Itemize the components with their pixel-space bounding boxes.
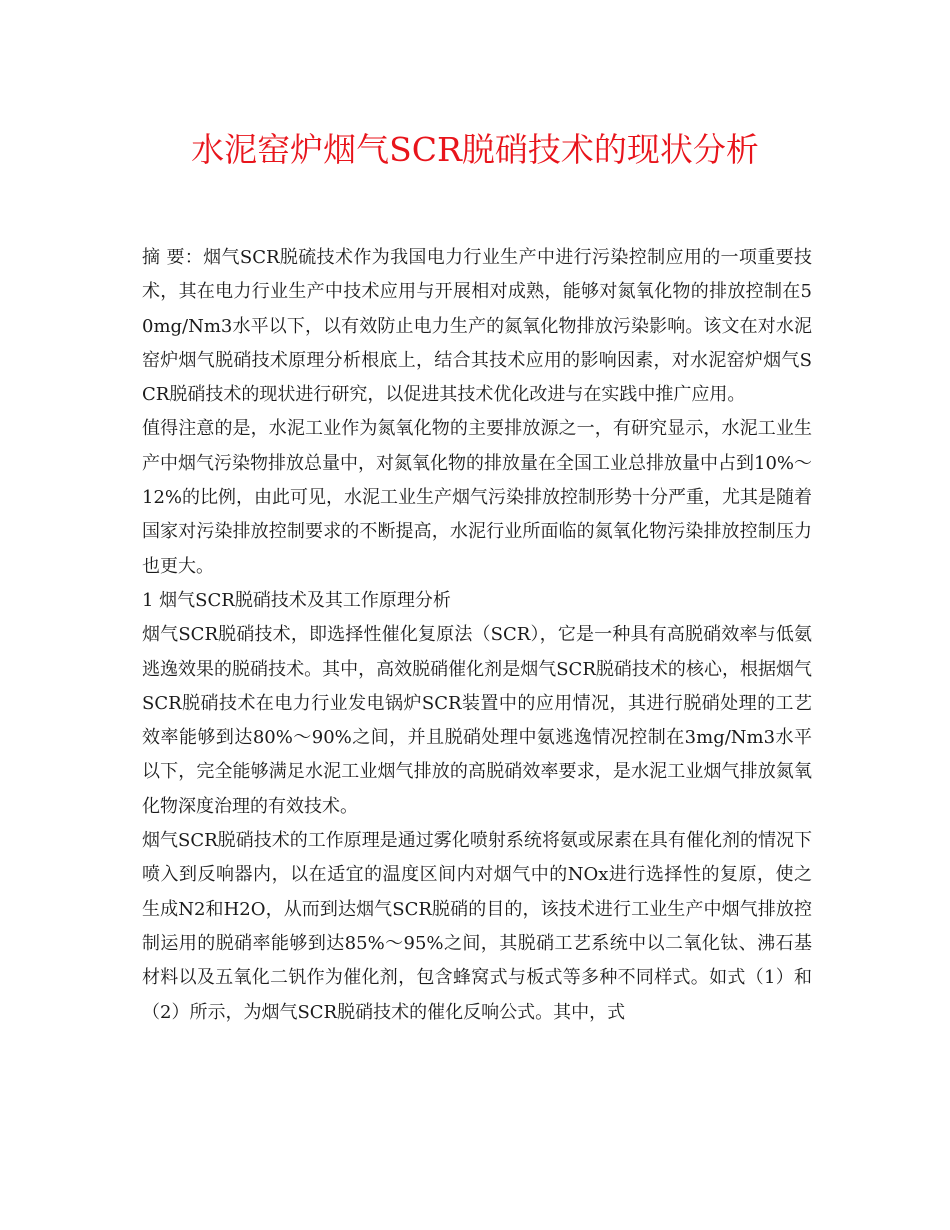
document-title: 水泥窑炉烟气SCR脱硝技术的现状分析 [191,130,759,169]
paragraph-abstract: 摘 要：烟气SCR脱硫技术作为我国电力行业生产中进行污染控制应用的一项重要技术，其在电力行业生产中技术应用与开展相对成熟，能够对氮氧化物的排放控制在50mg/Nm3水平以下，以有效防止电力生产的氮氧化物排放污染影响。该文在对水泥窑炉烟气脱硝技术原理分析根底上，结合其技术应用的影响因素，对水泥窑炉烟气SCR脱硝技术的现状进行研究，以促进其技术优化改进与在实践中推广应用。 [142,247,812,406]
paragraph-background: 值得注意的是，水泥工业作为氮氧化物的主要排放源之一，有研究显示，水泥工业生产中烟气污染物排放总量中，对氮氧化物的排放量在全国工业总排放量中占到10%～12%的比例，由此可见，水泥工业生产烟气污染排放控制形势十分严重，尤其是随着国家对污染排放控制要求的不断提高，水泥行业所面临的氮氧化物污染排放控制压力也更大。 [142,418,813,577]
section-heading-1: 1 烟气SCR脱硝技术及其工作原理分析 [142,589,451,611]
paragraph-scr-principle: 烟气SCR脱硝技术的工作原理是通过雾化喷射系统将氨或尿素在具有催化剂的情况下喷入到反响器内，以在适宜的温度区间内对烟气中的NOx进行选择性的复原，使之生成N2和H2O，从而到达烟气SCR脱硝的目的，该技术进行工业生产中烟气排放控制运用的脱硝率能够到达85%～95%之间，其脱硝工艺系统中以二氧化钛、沸石基材料以及五氧化二钒作为催化剂，包含蜂窝式与板式等多种不同样式。如式（1）和（2）所示，为烟气SCR脱硝技术的催化反响公式。其中，式 [142,830,812,1023]
paragraph-scr-intro: 烟气SCR脱硝技术，即选择性催化复原法（SCR），它是一种具有高脱硝效率与低氨逃逸效果的脱硝技术。其中，高效脱硝催化剂是烟气SCR脱硝技术的核心，根据烟气SCR脱硝技术在电力行业发电锅炉SCR装置中的应用情况，其进行脱硝处理的工艺效率能够到达80%～90%之间，并且脱硝处理中氨逃逸情况控制在3mg/Nm3水平以下，完全能够满足水泥工业烟气排放的高脱硝效率要求，是水泥工业烟气排放氮氧化物深度治理的有效技术。 [142,624,813,817]
document-body [142,241,812,1030]
